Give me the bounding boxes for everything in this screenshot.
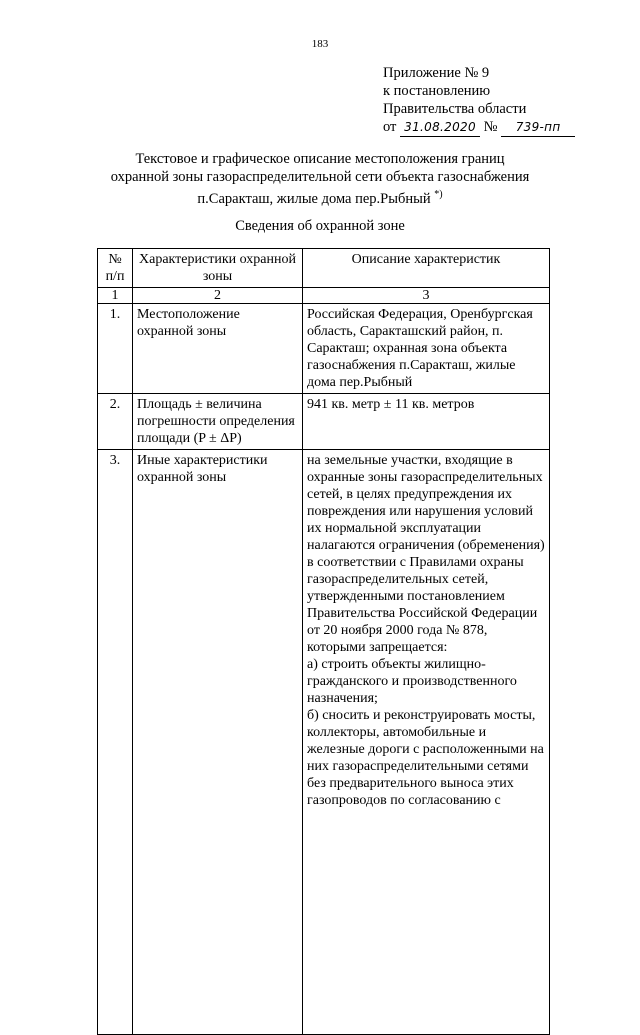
row-number: 3. bbox=[98, 450, 133, 1035]
table-row bbox=[98, 304, 550, 394]
document-title bbox=[0, 150, 640, 208]
description-paragraph: на земельные участки, входящие в охранные зоны газораспределительных сетей, в целях предупреждения их повреждения или нарушения условий их нормальной эксплуатации налагаются ограничения (обременения) в соответствии с Правилами охраны газораспределительных сетей, утвержденными постановлением Правительства Российской Федерации от 20 ноября 2000 года № 878, которыми запрещается: bbox=[307, 453, 545, 655]
index-cell: 2 bbox=[133, 288, 303, 304]
header-characteristics: Характеристики охранной зоны bbox=[133, 249, 303, 288]
appendix-date-line bbox=[383, 118, 575, 137]
handwritten-number: 739-пп bbox=[501, 118, 575, 137]
row-characteristic: Местоположение охранной зоны bbox=[133, 304, 303, 394]
title-line-2: охранной зоны газораспределительной сети объекта газоснабжения bbox=[110, 169, 530, 185]
header-number: № п/п bbox=[98, 249, 133, 288]
date-prefix: от bbox=[383, 119, 397, 135]
index-cell: 1 bbox=[98, 288, 133, 304]
table-row bbox=[98, 450, 550, 1035]
footnote-mark: *) bbox=[434, 189, 443, 200]
table-header-row bbox=[98, 249, 550, 288]
index-cell: 3 bbox=[303, 288, 550, 304]
protection-zone-table bbox=[97, 248, 550, 1035]
row-description-body bbox=[307, 452, 545, 1032]
description-item-b: б) сносить и реконструировать мосты, коллекторы, автомобильные и железные дороги с расположенными на них газораспределительными сетями без предварительного выноса этих газопроводов по согласованию с bbox=[307, 708, 544, 808]
title-line-3 bbox=[0, 186, 640, 208]
row-characteristic: Площадь ± величина погрешности определения площади (P ± ΔP) bbox=[133, 394, 303, 450]
description-item-a: а) строить объекты жилищно-гражданского и производственного назначения; bbox=[307, 657, 517, 706]
row-description bbox=[303, 450, 550, 1035]
table-index-row bbox=[98, 288, 550, 304]
row-description: 941 кв. метр ± 11 кв. метров bbox=[303, 394, 550, 450]
title-line-1: Текстовое и графическое описание местоположения границ bbox=[135, 151, 505, 167]
row-number: 2. bbox=[98, 394, 133, 450]
table-row bbox=[98, 394, 550, 450]
appendix-government-line: Правительства области bbox=[383, 101, 527, 117]
row-characteristic: Иные характеристики охранной зоны bbox=[133, 450, 303, 1035]
header-description: Описание характеристик bbox=[303, 249, 550, 288]
handwritten-date: 31.08.2020 bbox=[400, 118, 480, 137]
section-title: Сведения об охранной зоне bbox=[235, 218, 405, 234]
number-sign: № bbox=[483, 119, 498, 135]
title-line-3-text: п.Саракташ, жилые дома пер.Рыбный bbox=[197, 190, 431, 207]
appendix-number: Приложение № 9 bbox=[383, 65, 490, 81]
appendix-resolution-line: к постановлению bbox=[383, 83, 491, 99]
row-number: 1. bbox=[98, 304, 133, 394]
row-description: Российская Федерация, Оренбургская область, Саракташский район, п. Саракташ; охранная зона объекта газоснабжения п.Саракташ, жилые дома пер.Рыбный bbox=[303, 304, 550, 394]
appendix-block bbox=[383, 64, 575, 137]
page-number: 183 bbox=[311, 38, 329, 50]
